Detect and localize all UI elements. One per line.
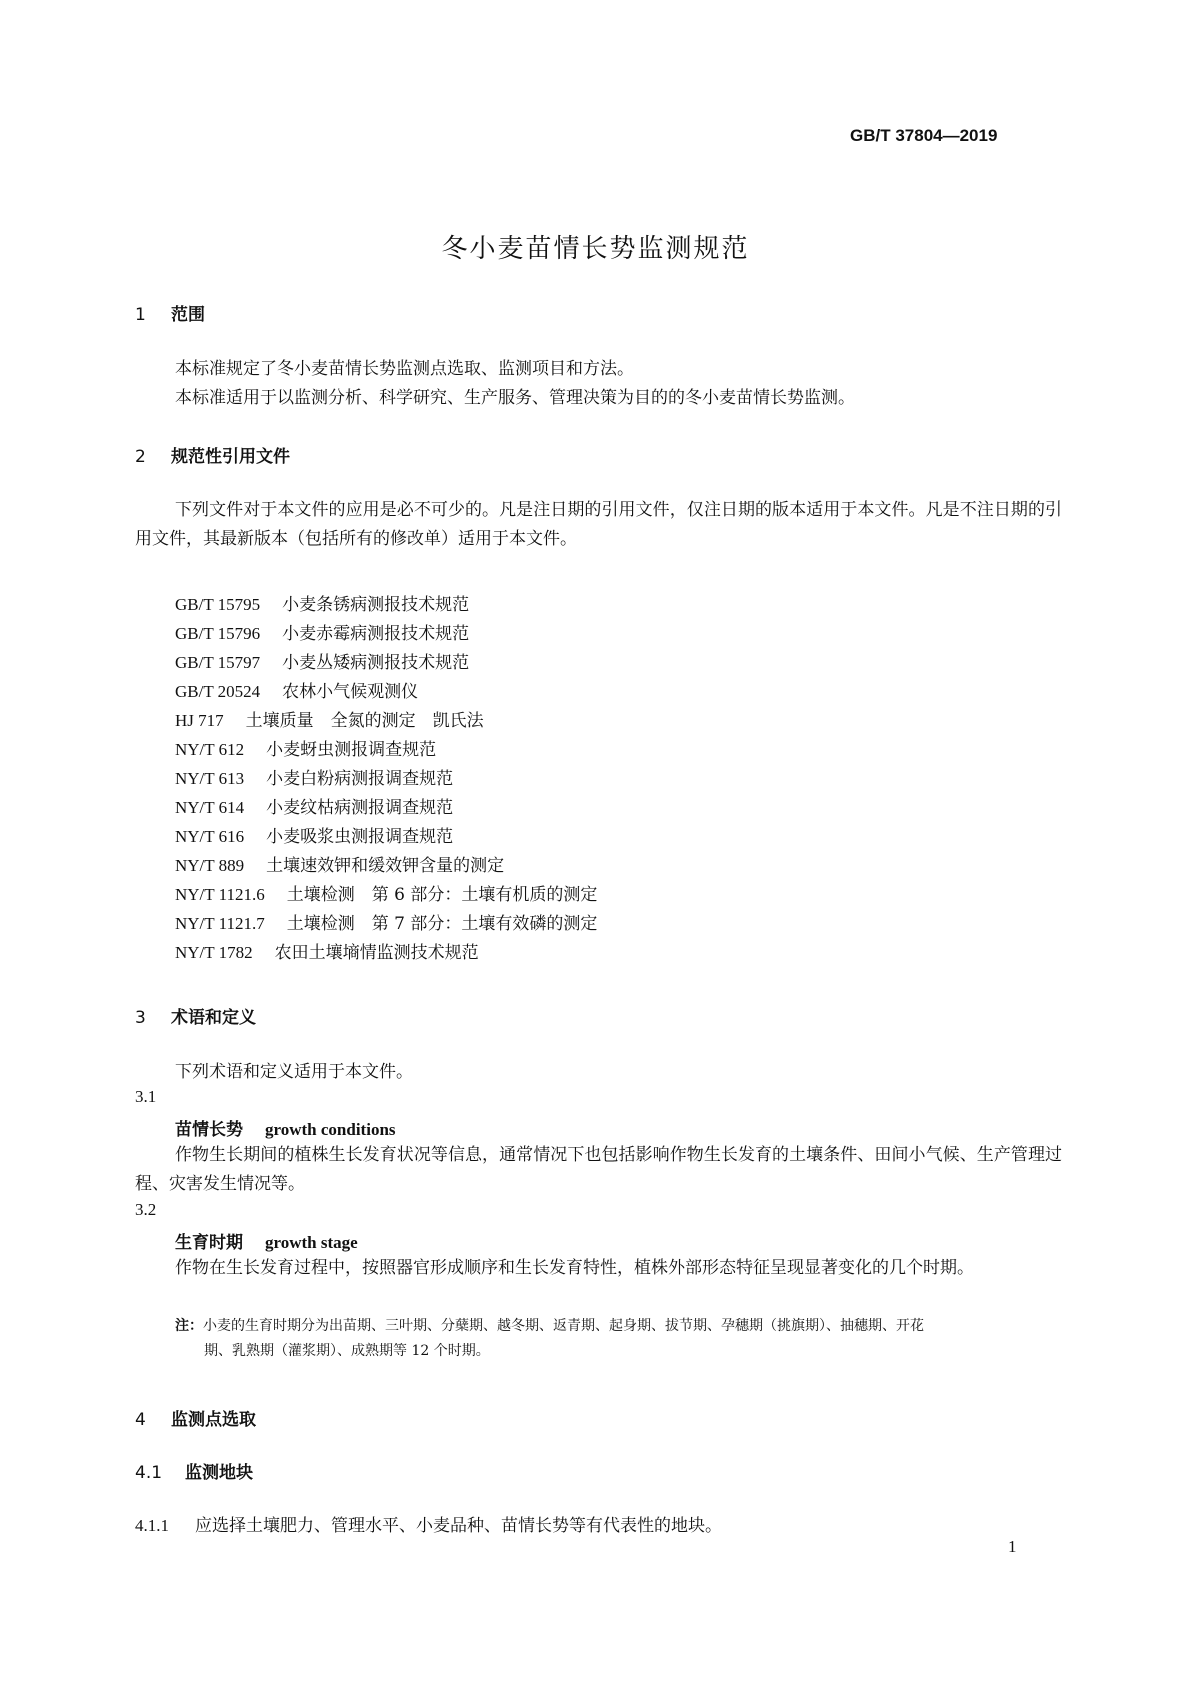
clause-text: 应选择土壤肥力、管理水平、小麦品种、苗情长势等有代表性的地块。: [195, 1516, 722, 1536]
term-zh: 生育时期: [175, 1233, 243, 1253]
document-title: 冬小麦苗情长势监测规范: [441, 234, 750, 264]
section-3-heading: [135, 1003, 256, 1028]
reference-code: NY/T 612: [175, 740, 245, 759]
reference-item: [175, 735, 597, 764]
section-number: 3: [135, 1008, 146, 1028]
note-text-line2: 期、乳熟期（灌浆期）、成熟期等 12 个时期。: [204, 1343, 490, 1359]
reference-title: 土壤质量 全氮的测定 凯氏法: [245, 711, 484, 731]
reference-code: HJ 717: [175, 711, 224, 730]
section-title: 范围: [171, 305, 205, 325]
term-zh: 苗情长势: [175, 1120, 243, 1140]
reference-code: NY/T 614: [175, 798, 245, 817]
reference-item: [175, 793, 597, 822]
reference-title: 小麦条锈病测报技术规范: [282, 595, 470, 615]
reference-title: 土壤速效钾和缓效钾含量的测定: [266, 856, 505, 876]
note-label: 注：: [175, 1318, 203, 1334]
reference-title: 小麦纹枯病测报调查规范: [266, 798, 454, 818]
term-note: [175, 1314, 1062, 1364]
section-number: 2: [135, 447, 146, 467]
subsection-number: 4.1: [135, 1463, 163, 1483]
reference-title: 农田土壤墒情监测技术规范: [274, 943, 479, 963]
term-number: 3.1: [135, 1087, 157, 1106]
clause-number: 4.1.1: [135, 1516, 169, 1535]
reference-code: NY/T 1121.6: [175, 885, 265, 904]
reference-item: [175, 909, 597, 938]
note-text-line1: 小麦的生育时期分为出苗期、三叶期、分蘖期、越冬期、返青期、起身期、拔节期、孕穗期（挑旗期）、抽穗期、开花: [203, 1318, 924, 1334]
references-intro: 下列文件对于本文件的应用是必不可少的。凡是注日期的引用文件，仅注日期的版本适用于本文件。凡是不注日期的引用文件，其最新版本（包括所有的修改单）适用于本文件。: [135, 500, 1062, 549]
subsection-4-1-heading: [135, 1458, 253, 1483]
reference-code: NY/T 613: [175, 769, 245, 788]
paragraph: 本标准适用于以监测分析、科学研究、生产服务、管理决策为目的的冬小麦苗情长势监测。: [175, 388, 855, 408]
standard-code: GB/T 37804—2019: [850, 126, 998, 145]
terms-intro: 下列术语和定义适用于本文件。: [175, 1062, 413, 1082]
reference-item: [175, 880, 597, 909]
term-en: growth stage: [265, 1233, 358, 1252]
reference-title: 土壤检测 第 7 部分：土壤有效磷的测定: [286, 914, 598, 934]
reference-code: GB/T 20524: [175, 682, 261, 701]
clause-4-1-1: [135, 1511, 722, 1536]
reference-title: 农林小气候观测仪: [282, 682, 419, 702]
page-number: 1: [1008, 1537, 1017, 1556]
term-en: growth conditions: [265, 1120, 396, 1139]
reference-code: GB/T 15796: [175, 624, 261, 643]
section-1-heading: [135, 300, 205, 325]
reference-item: [175, 822, 597, 851]
term-definition: 作物生长期间的植株生长发育状况等信息，通常情况下也包括影响作物生长发育的土壤条件、田间小气候、生产管理过程、灾害发生情况等。: [135, 1145, 1062, 1194]
reference-title: 小麦丛矮病测报技术规范: [282, 653, 470, 673]
term-definition: 作物在生长发育过程中，按照器官形成顺序和生长发育特性，植株外部形态特征呈现显著变化的几个时期。: [175, 1258, 974, 1278]
reference-item: [175, 677, 597, 706]
section-title: 术语和定义: [171, 1008, 256, 1028]
reference-code: NY/T 1782: [175, 943, 253, 962]
section-title: 规范性引用文件: [171, 447, 290, 467]
reference-title: 小麦蚜虫测报调查规范: [266, 740, 437, 760]
paragraph: 本标准规定了冬小麦苗情长势监测点选取、监测项目和方法。: [175, 359, 634, 379]
reference-code: GB/T 15797: [175, 653, 261, 672]
section-4-heading: [135, 1405, 256, 1430]
term-heading: [175, 1228, 358, 1253]
section-number: 1: [135, 305, 146, 325]
term-number: 3.2: [135, 1200, 157, 1219]
reference-code: GB/T 15795: [175, 595, 261, 614]
reference-item: [175, 938, 597, 967]
reference-item: [175, 851, 597, 880]
reference-code: NY/T 889: [175, 856, 245, 875]
reference-item: [175, 590, 597, 619]
term-heading: [175, 1115, 396, 1140]
reference-title: 土壤检测 第 6 部分：土壤有机质的测定: [286, 885, 598, 905]
reference-code: NY/T 616: [175, 827, 245, 846]
section-number: 4: [135, 1410, 146, 1430]
reference-item: [175, 706, 597, 735]
reference-item: [175, 764, 597, 793]
reference-list: [175, 590, 597, 967]
reference-item: [175, 619, 597, 648]
reference-title: 小麦白粉病测报调查规范: [266, 769, 454, 789]
reference-item: [175, 648, 597, 677]
reference-code: NY/T 1121.7: [175, 914, 265, 933]
section-2-heading: [135, 442, 290, 467]
reference-title: 小麦赤霉病测报技术规范: [282, 624, 470, 644]
reference-title: 小麦吸浆虫测报调查规范: [266, 827, 454, 847]
section-title: 监测点选取: [171, 1410, 256, 1430]
subsection-title: 监测地块: [185, 1463, 253, 1483]
